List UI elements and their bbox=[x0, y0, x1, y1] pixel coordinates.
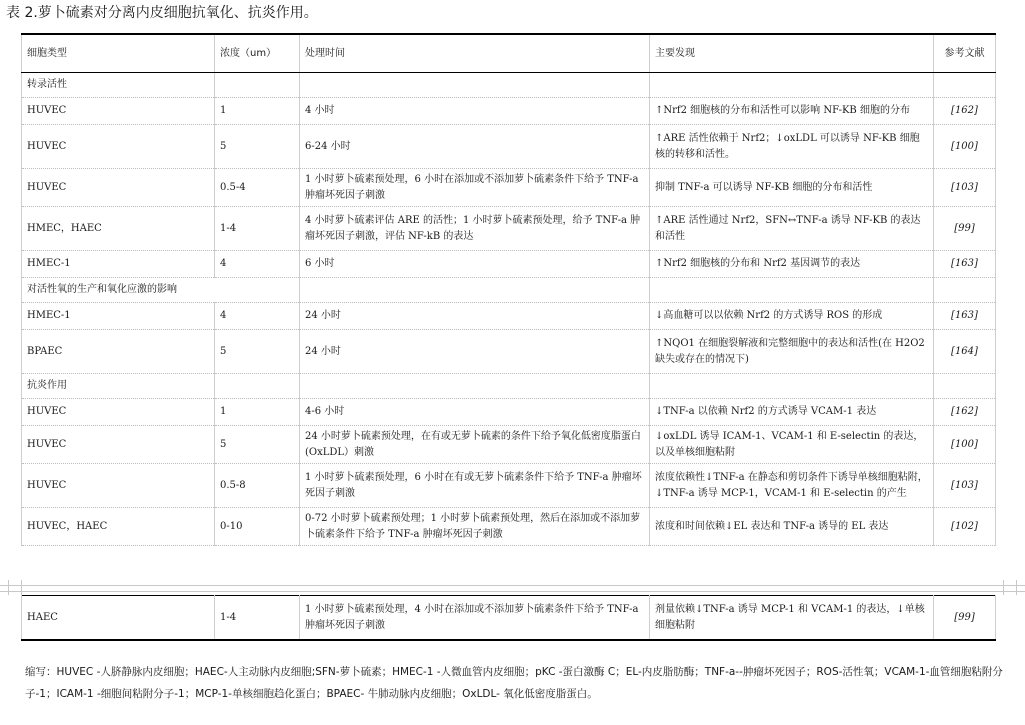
cell-type: HUVEC bbox=[22, 399, 215, 426]
table-row bbox=[22, 207, 996, 251]
table-caption: 表 2.萝卜硫素对分离内皮细胞抗氧化、抗炎作用。 bbox=[6, 5, 318, 21]
main-finding: 浓度依赖性↓TNF-a 在静态和剪切条件下诱导单核细胞粘附，↓TNF-a 诱导 MCP-1，VCAM-1 和 E-selectin 的产生 bbox=[650, 464, 934, 508]
treatment-time: 6-24 小时 bbox=[300, 125, 650, 169]
concentration: 0.5-8 bbox=[215, 464, 300, 508]
concentration: 5 bbox=[215, 125, 300, 169]
reference: [162] bbox=[934, 98, 996, 125]
section-row bbox=[22, 278, 996, 303]
treatment-time: 1 小时萝卜硫素预处理，6 小时在有或无萝卜硫素条件下给予 TNF-a 肿瘤坏死因子刺激 bbox=[300, 464, 650, 508]
table-row bbox=[22, 303, 996, 330]
table-row bbox=[22, 125, 996, 169]
main-finding: 抑制 TNF-a 可以诱导 NF-KB 细胞的分布和活性 bbox=[650, 169, 934, 207]
section-title: 对活性氧的生产和氧化应激的影响 bbox=[22, 278, 300, 303]
treatment-time: 4 小时 bbox=[300, 98, 650, 125]
treatment-time: 4 小时萝卜硫素评估 ARE 的活性；1 小时萝卜硫素预处理，给予 TNF-a 肿瘤坏死因子刺激，评估 NF-kB 的表达 bbox=[300, 207, 650, 251]
page-break-divider bbox=[0, 585, 1025, 592]
reference: [102] bbox=[934, 508, 996, 546]
treatment-time: 0-72 小时萝卜硫素预处理；1 小时萝卜硫素预处理，然后在添加或不添加萝卜硫素条件下给予 TNF-a 肿瘤坏死因子刺激 bbox=[300, 508, 650, 546]
treatment-time: 6 小时 bbox=[300, 251, 650, 278]
table-row bbox=[22, 508, 996, 546]
main-finding: ↑NQO1 在细胞裂解液和完整细胞中的表达和活性(在 H2O2 缺失或存在的情况下) bbox=[650, 330, 934, 374]
treatment-time: 24 小时 bbox=[300, 303, 650, 330]
main-finding: ↑Nrf2 细胞核的分布和 Nrf2 基因调节的表达 bbox=[650, 251, 934, 278]
header-concentration: 浓度（um） bbox=[215, 34, 300, 73]
table-row bbox=[22, 169, 996, 207]
main-finding: ↓高血糖可以以依赖 Nrf2 的方式诱导 ROS 的形成 bbox=[650, 303, 934, 330]
main-finding: ↓oxLDL 诱导 ICAM-1、VCAM-1 和 E-selectin 的表达，以及单核细胞粘附 bbox=[650, 426, 934, 464]
treatment-time: 4-6 小时 bbox=[300, 399, 650, 426]
cell-type: HUVEC，HAEC bbox=[22, 508, 215, 546]
cell-type: HMEC-1 bbox=[22, 303, 215, 330]
header-treatment-time: 处理时间 bbox=[300, 34, 650, 73]
cell-type: HUVEC bbox=[22, 98, 215, 125]
section-title: 转录活性 bbox=[22, 73, 215, 98]
main-finding: 浓度和时间依赖↓EL 表达和 TNF-a 诱导的 EL 表达 bbox=[650, 508, 934, 546]
concentration: 1-4 bbox=[215, 207, 300, 251]
main-finding: ↑ARE 活性通过 Nrf2，SFN↔TNF-a 诱导 NF-KB 的表达和活性 bbox=[650, 207, 934, 251]
page-break-mark-right bbox=[1003, 580, 1017, 595]
reference: [100] bbox=[934, 426, 996, 464]
reference: [162] bbox=[934, 399, 996, 426]
reference: [103] bbox=[934, 464, 996, 508]
section-title: 抗炎作用 bbox=[22, 374, 215, 399]
table-row bbox=[22, 426, 996, 464]
concentration: 4 bbox=[215, 303, 300, 330]
cell-type: HAEC bbox=[22, 596, 215, 641]
header-cell-type: 细胞类型 bbox=[22, 34, 215, 73]
concentration: 0-10 bbox=[215, 508, 300, 546]
concentration: 1 bbox=[215, 399, 300, 426]
cell-type: HUVEC bbox=[22, 169, 215, 207]
reference: [163] bbox=[934, 303, 996, 330]
cell-type: HMEC-1 bbox=[22, 251, 215, 278]
concentration: 1-4 bbox=[215, 596, 300, 641]
reference: [164] bbox=[934, 330, 996, 374]
section-row bbox=[22, 374, 996, 399]
table-row bbox=[22, 596, 996, 641]
main-finding: ↑ARE 活性依赖于 Nrf2；↓oxLDL 可以诱导 NF-KB 细胞核的转移和活性。 bbox=[650, 125, 934, 169]
table-row bbox=[22, 251, 996, 278]
reference: [163] bbox=[934, 251, 996, 278]
table-row bbox=[22, 464, 996, 508]
treatment-time: 24 小时萝卜硫素预处理，在有或无萝卜硫素的条件下给予氧化低密度脂蛋白(OxLDL）刺激 bbox=[300, 426, 650, 464]
results-table bbox=[21, 33, 996, 546]
treatment-time: 1 小时萝卜硫素预处理，6 小时在添加或不添加萝卜硫素条件下给予 TNF-a 肿瘤坏死因子刺激 bbox=[300, 169, 650, 207]
abbreviation-footnote: 缩写：HUVEC -人脐静脉内皮细胞；HAEC-人主动脉内皮细胞;SFN-萝卜硫素；HMEC-1 -人微血管内皮细胞；pKC -蛋白激酶 C；EL-内皮脂肪酶；TNF-a--肿瘤坏死因子；ROS-活性氧；VCAM-1-血管细胞粘附分子-1；ICAM-1 -细胞间粘附分子-1；MCP-1-单核细胞趋化蛋白；BPAEC- 牛肺动脉内皮细胞；OxLDL- 氧化低密度脂蛋白。 bbox=[25, 666, 1003, 700]
main-finding: ↓TNF-a 以依赖 Nrf2 的方式诱导 VCAM-1 表达 bbox=[650, 399, 934, 426]
header-references: 参考文献 bbox=[934, 34, 996, 73]
concentration: 5 bbox=[215, 426, 300, 464]
main-finding: 剂量依赖↓TNF-a 诱导 MCP-1 和 VCAM-1 的表达，↓单核细胞粘附 bbox=[650, 596, 934, 641]
treatment-time: 1 小时萝卜硫素预处理，4 小时在添加或不添加萝卜硫素条件下给予 TNF-a 肿瘤坏死因子刺激 bbox=[300, 596, 650, 641]
page-break-mark-left bbox=[8, 580, 22, 595]
header-main-findings: 主要发现 bbox=[650, 34, 934, 73]
reference: [103] bbox=[934, 169, 996, 207]
treatment-time: 24 小时 bbox=[300, 330, 650, 374]
concentration: 1 bbox=[215, 98, 300, 125]
concentration: 0.5-4 bbox=[215, 169, 300, 207]
table-header-row bbox=[22, 34, 996, 73]
concentration: 4 bbox=[215, 251, 300, 278]
reference: [100] bbox=[934, 125, 996, 169]
reference: [99] bbox=[934, 207, 996, 251]
section-row bbox=[22, 73, 996, 98]
table-row bbox=[22, 98, 996, 125]
cell-type: HUVEC bbox=[22, 125, 215, 169]
cell-type: HUVEC bbox=[22, 426, 215, 464]
cell-type: BPAEC bbox=[22, 330, 215, 374]
concentration: 5 bbox=[215, 330, 300, 374]
main-finding: ↑Nrf2 细胞核的分布和活性可以影响 NF-KB 细胞的分布 bbox=[650, 98, 934, 125]
table-row bbox=[22, 399, 996, 426]
reference: [99] bbox=[934, 596, 996, 641]
cell-type: HUVEC bbox=[22, 464, 215, 508]
table-row bbox=[22, 330, 996, 374]
cell-type: HMEC，HAEC bbox=[22, 207, 215, 251]
results-table-continued bbox=[21, 595, 996, 641]
